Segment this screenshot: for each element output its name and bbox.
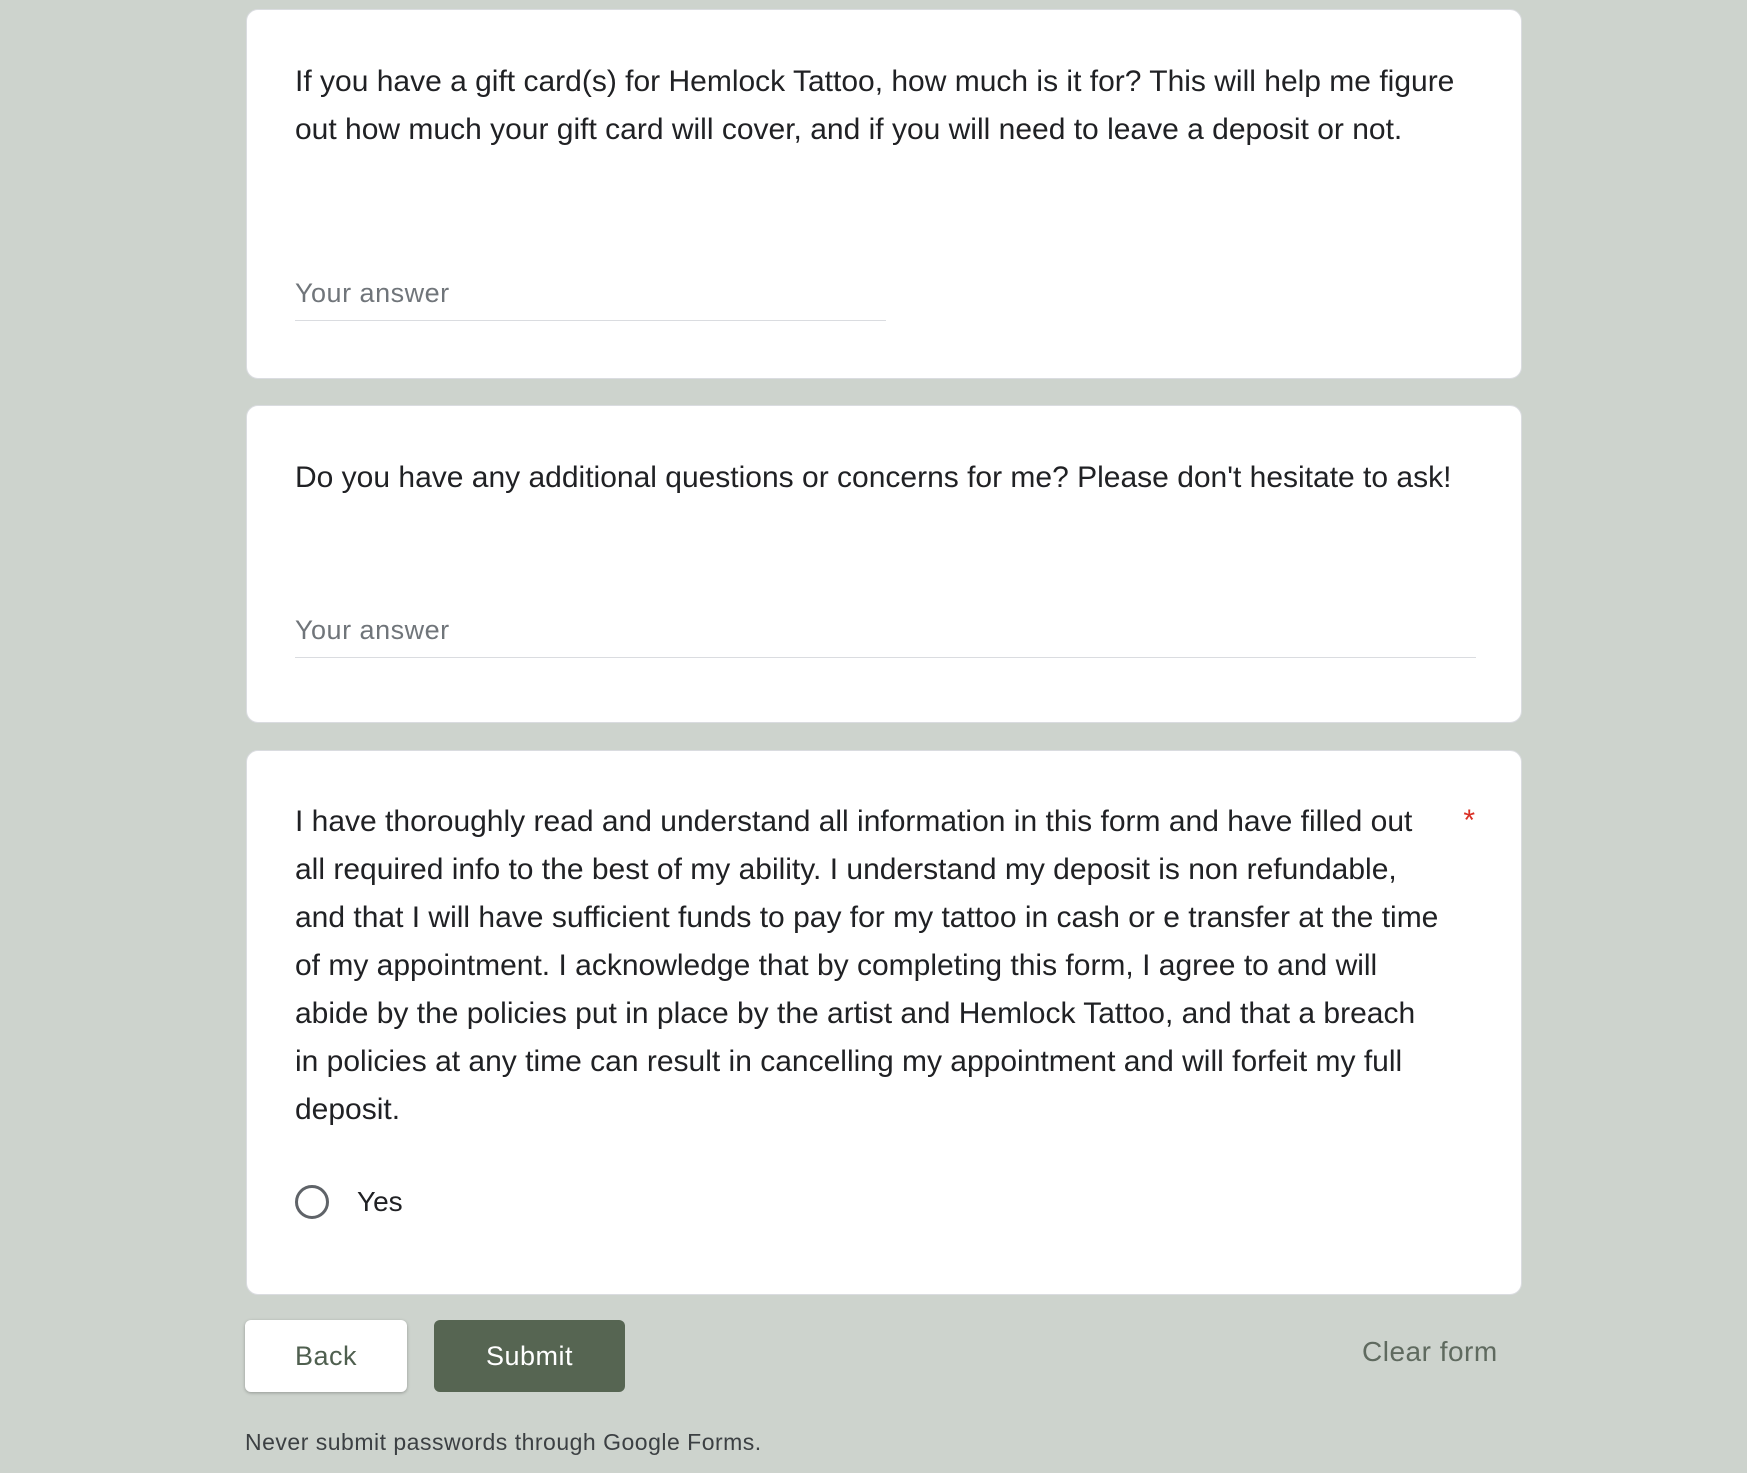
clear-form-button[interactable]: Clear form (1362, 1336, 1498, 1367)
question-card-gift-card (246, 9, 1522, 379)
question-card-acknowledgement (246, 750, 1522, 1295)
submit-button[interactable]: Submit (434, 1320, 625, 1392)
radio-option-yes[interactable] (295, 1185, 403, 1219)
back-button[interactable]: Back (245, 1320, 407, 1392)
question-text-additional-questions: Do you have any additional questions or concerns for me? Please don't hesitate to ask! (295, 461, 1452, 494)
radio-option-label: Yes (357, 1186, 403, 1217)
password-warning-note: Never submit passwords through Google Forms. (245, 1429, 762, 1455)
question-card-additional-questions (246, 405, 1522, 723)
question-text-gift-card: If you have a gift card(s) for Hemlock Tattoo, how much is it for? This will help me figure out how much your gift card will cover, and if you will need to leave a deposit or not. (295, 65, 1455, 146)
required-asterisk: * (1463, 804, 1475, 837)
question-text-acknowledgement: I have thoroughly read and understand all information in this form and have filled out all required info to the best of my ability. I understand my deposit is non refundable, and that I will have sufficient funds to pay for my tattoo in cash or e transfer at the time of my appointment. I acknowledge that by completing this form, I agree to and will abide by the policies put in place by the artist and Hemlock Tattoo, and that a breach in policies at any time can result in cancelling my appointment and will forfeit my full deposit. (295, 805, 1439, 1126)
radio-button-icon[interactable] (295, 1185, 329, 1219)
additional-questions-answer-input[interactable] (295, 613, 1476, 658)
gift-card-answer-input[interactable] (295, 276, 886, 321)
